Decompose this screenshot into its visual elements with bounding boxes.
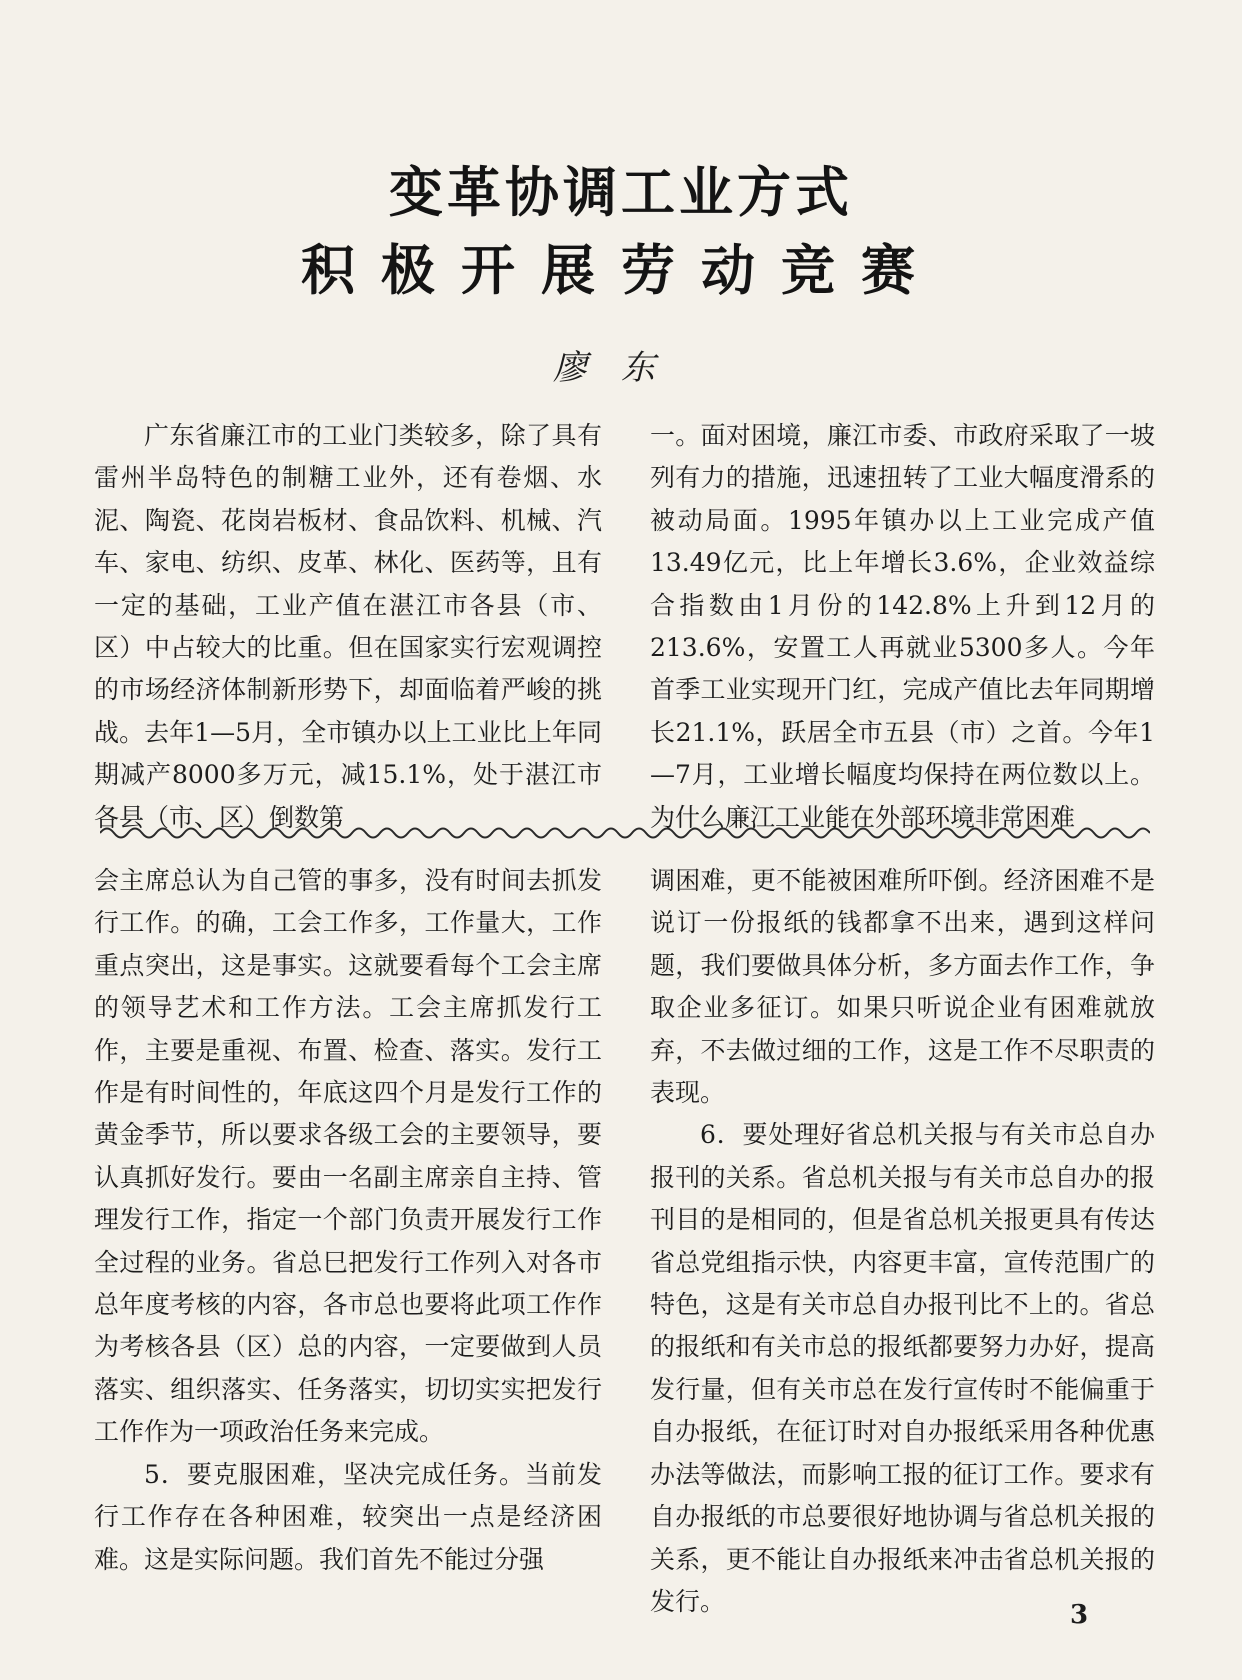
article-title-line2: 积极开展劳动竞赛 [301,238,941,302]
article-author: 廖东 [553,348,689,388]
column-top-right [650,415,1155,839]
paragraph: 一。面对困境，廉江市委、市政府采取了一坡列有力的措施，迅速扭转了工业大幅度滑系的被动局面。1995年镇办以上工业完成产值13.49亿元，比上年增长3.6%，企业效益综合指数由1月份的142.8%上升到12月的213.6%，安置工人再就业5300多人。今年首季工业实现开门红，完成产值比去年同期增长21.1%，跃居全市五县（市）之首。今年1—7月，工业增长幅度均保持在两位数以上。为什么廉江工业能在外部环境非常困难 [650,421,1155,832]
article-title-line1: 变革协调工业方式 [389,160,853,224]
paragraph: 调困难，更不能被困难所吓倒。经济困难不是说订一份报纸的钱都拿不出来，遇到这样问题，我们要做具体分析，多方面去作工作，争取企业多征订。如果只听说企业有困难就放弃，不去做过细的工作，这是工作不尽职责的表现。 [650,866,1155,1108]
ornamental-divider [100,824,1150,842]
page-number: 3 [1070,1600,1089,1630]
column-bottom-left [94,860,602,1581]
paragraph: 6．要处理好省总机关报与有关市总自办报刊的关系。省总机关报与有关市总自办的报刊目的是相同的，但是省总机关报更具有传达省总党组指示快，内容更丰富，宣传范围广的特色，这是有关市总自办报刊比不上的。省总的报纸和有关市总的报纸都要努力办好，提高发行量，但有关市总在发行宣传时不能偏重于自办报纸，在征订时对自办报纸采用各种优惠办法等做法，而影响工报的征订工作。要求有自办报纸的市总要很好地协调与省总机关报的关系，更不能让自办报纸来冲击省总机关报的发行。 [650,1120,1155,1616]
paragraph: 会主席总认为自己管的事多，没有时间去抓发行工作。的确，工会工作多，工作量大，工作重点突出，这是事实。这就要看每个工会主席的领导艺术和工作方法。工会主席抓发行工作，主要是重视、布置、检查、落实。发行工作是有时间性的，年底这四个月是发行工作的黄金季节，所以要求各级工会的主要领导，要认真抓好发行。要由一名副主席亲自主持、管理发行工作，指定一个部门负责开展发行工作全过程的业务。省总巳把发行工作列入对各市总年度考核的内容，各市总也要将此项工作作为考核各县（区）总的内容，一定要做到人员落实、组织落实、任务落实，切切实实把发行工作作为一项政治任务来完成。 [94,866,602,1447]
column-bottom-right [650,860,1155,1623]
paragraph: 5．要克服困难，坚决完成任务。当前发行工作存在各种困难，较突出一点是经济困难。这是实际问题。我们首先不能过分强 [94,1459,602,1574]
paragraph: 广东省廉江市的工业门类较多，除了具有雷州半岛特色的制糖工业外，还有卷烟、水泥、陶瓷、花岗岩板材、食品饮料、机械、汽车、家电、纺织、皮革、林化、医药等，且有一定的基础，工业产值在湛江市各县（市、区）中占较大的比重。但在国家实行宏观调控的市场经济体制新形势下，却面临着严峻的挑战。去年1—5月，全市镇办以上工业比上年同期减产8000多万元，减15.1%，处于湛江市各县（市、区）倒数第 [94,421,602,832]
column-top-left [94,415,602,839]
